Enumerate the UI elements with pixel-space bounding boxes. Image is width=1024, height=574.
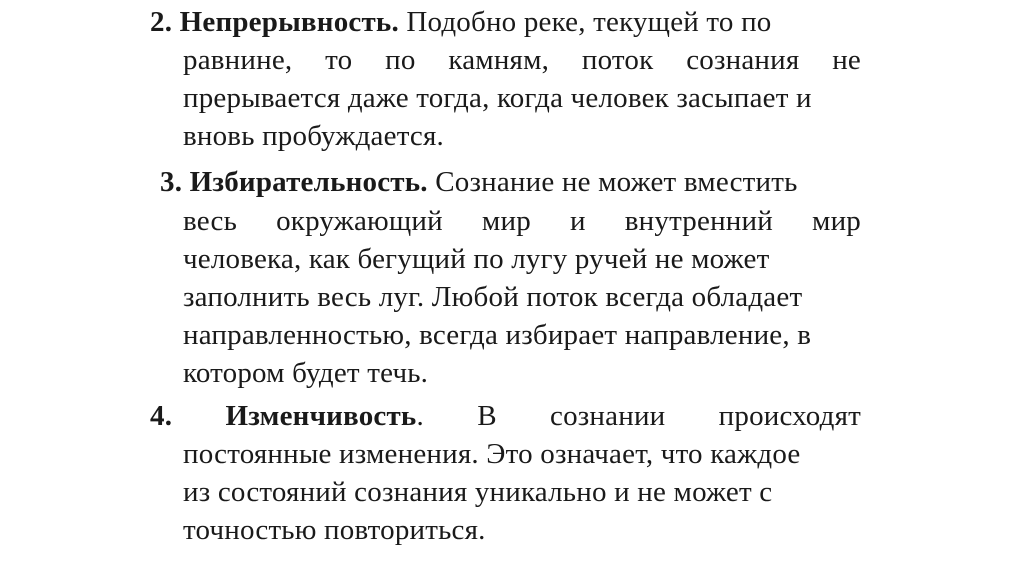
item-text: Сознание не может вместить (435, 166, 798, 198)
item-number: 4. (150, 400, 173, 432)
item-text: Подобно реке, текущей то по (406, 6, 772, 38)
item-3-line-3: человека, как бегущий по лугу ручей не может (183, 243, 770, 275)
item-3-line-2: весь окружающий мир и внутренний мир (183, 205, 861, 237)
item-4-line-1 (150, 397, 861, 435)
item-4-line-2: постоянные изменения. Это означает, что каждое (183, 438, 801, 470)
item-3-line-5: направленностью, всегда избирает направление, в (183, 319, 812, 351)
item-3-line-4: заполнить весь луг. Любой поток всегда обладает (183, 281, 803, 313)
item-4-line-3: из состояний сознания уникально и не может с (183, 476, 773, 508)
item-term: Изменчивость. (225, 400, 424, 432)
item-2-line-2: равнине, то по камням, поток сознания не (183, 44, 861, 76)
item-2-line-1 (150, 3, 772, 41)
item-4-line-4: точностью повториться. (183, 514, 486, 546)
item-2-line-4: вновь пробуждается. (183, 120, 444, 152)
item-2-line-3: прерывается даже тогда, когда человек засыпает и (183, 82, 812, 114)
item-text: В сознании происходят (477, 400, 861, 432)
item-term: Непрерывность. (179, 6, 399, 38)
item-term: Избирательность. (189, 166, 428, 198)
item-3-line-6: котором будет течь. (183, 357, 429, 389)
item-number: 2. (150, 6, 173, 38)
item-number: 3. (160, 166, 183, 198)
item-3-line-1 (160, 163, 798, 201)
